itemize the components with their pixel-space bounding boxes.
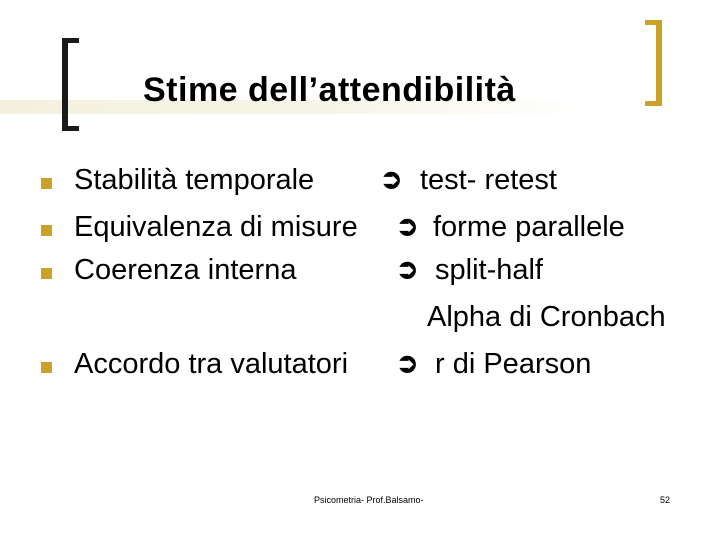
- item-label-stability: Stabilità temporale: [74, 164, 315, 196]
- item-target-parallel-forms: forme parallele: [433, 211, 625, 243]
- bullet-icon: [41, 362, 52, 373]
- footer-text: Psicometria- Prof.Balsamo-: [314, 495, 424, 505]
- arrow-right-icon: ➲: [380, 164, 403, 194]
- item-label-equivalence: Equivalenza di misure: [74, 211, 358, 243]
- slide-title: Stime dell’attendibilità: [143, 71, 516, 109]
- item-target-split-half: split-half: [435, 254, 543, 286]
- item-target-pearson-r: r di Pearson: [435, 348, 592, 380]
- page-number: 52: [660, 495, 671, 505]
- item-target-test-retest: test- retest: [420, 164, 557, 196]
- arrow-right-icon: ➲: [396, 254, 419, 284]
- item-label-inter-rater: Accordo tra valutatori: [74, 348, 349, 380]
- arrow-right-icon: ➲: [396, 211, 419, 241]
- item-target-cronbach-alpha: Alpha di Cronbach: [427, 301, 666, 333]
- bullet-icon: [41, 225, 52, 236]
- bullet-icon: [41, 178, 52, 189]
- arrow-right-icon: ➲: [396, 348, 419, 378]
- bullet-icon: [41, 268, 52, 279]
- item-label-internal-consistency: Coerenza interna: [74, 254, 297, 286]
